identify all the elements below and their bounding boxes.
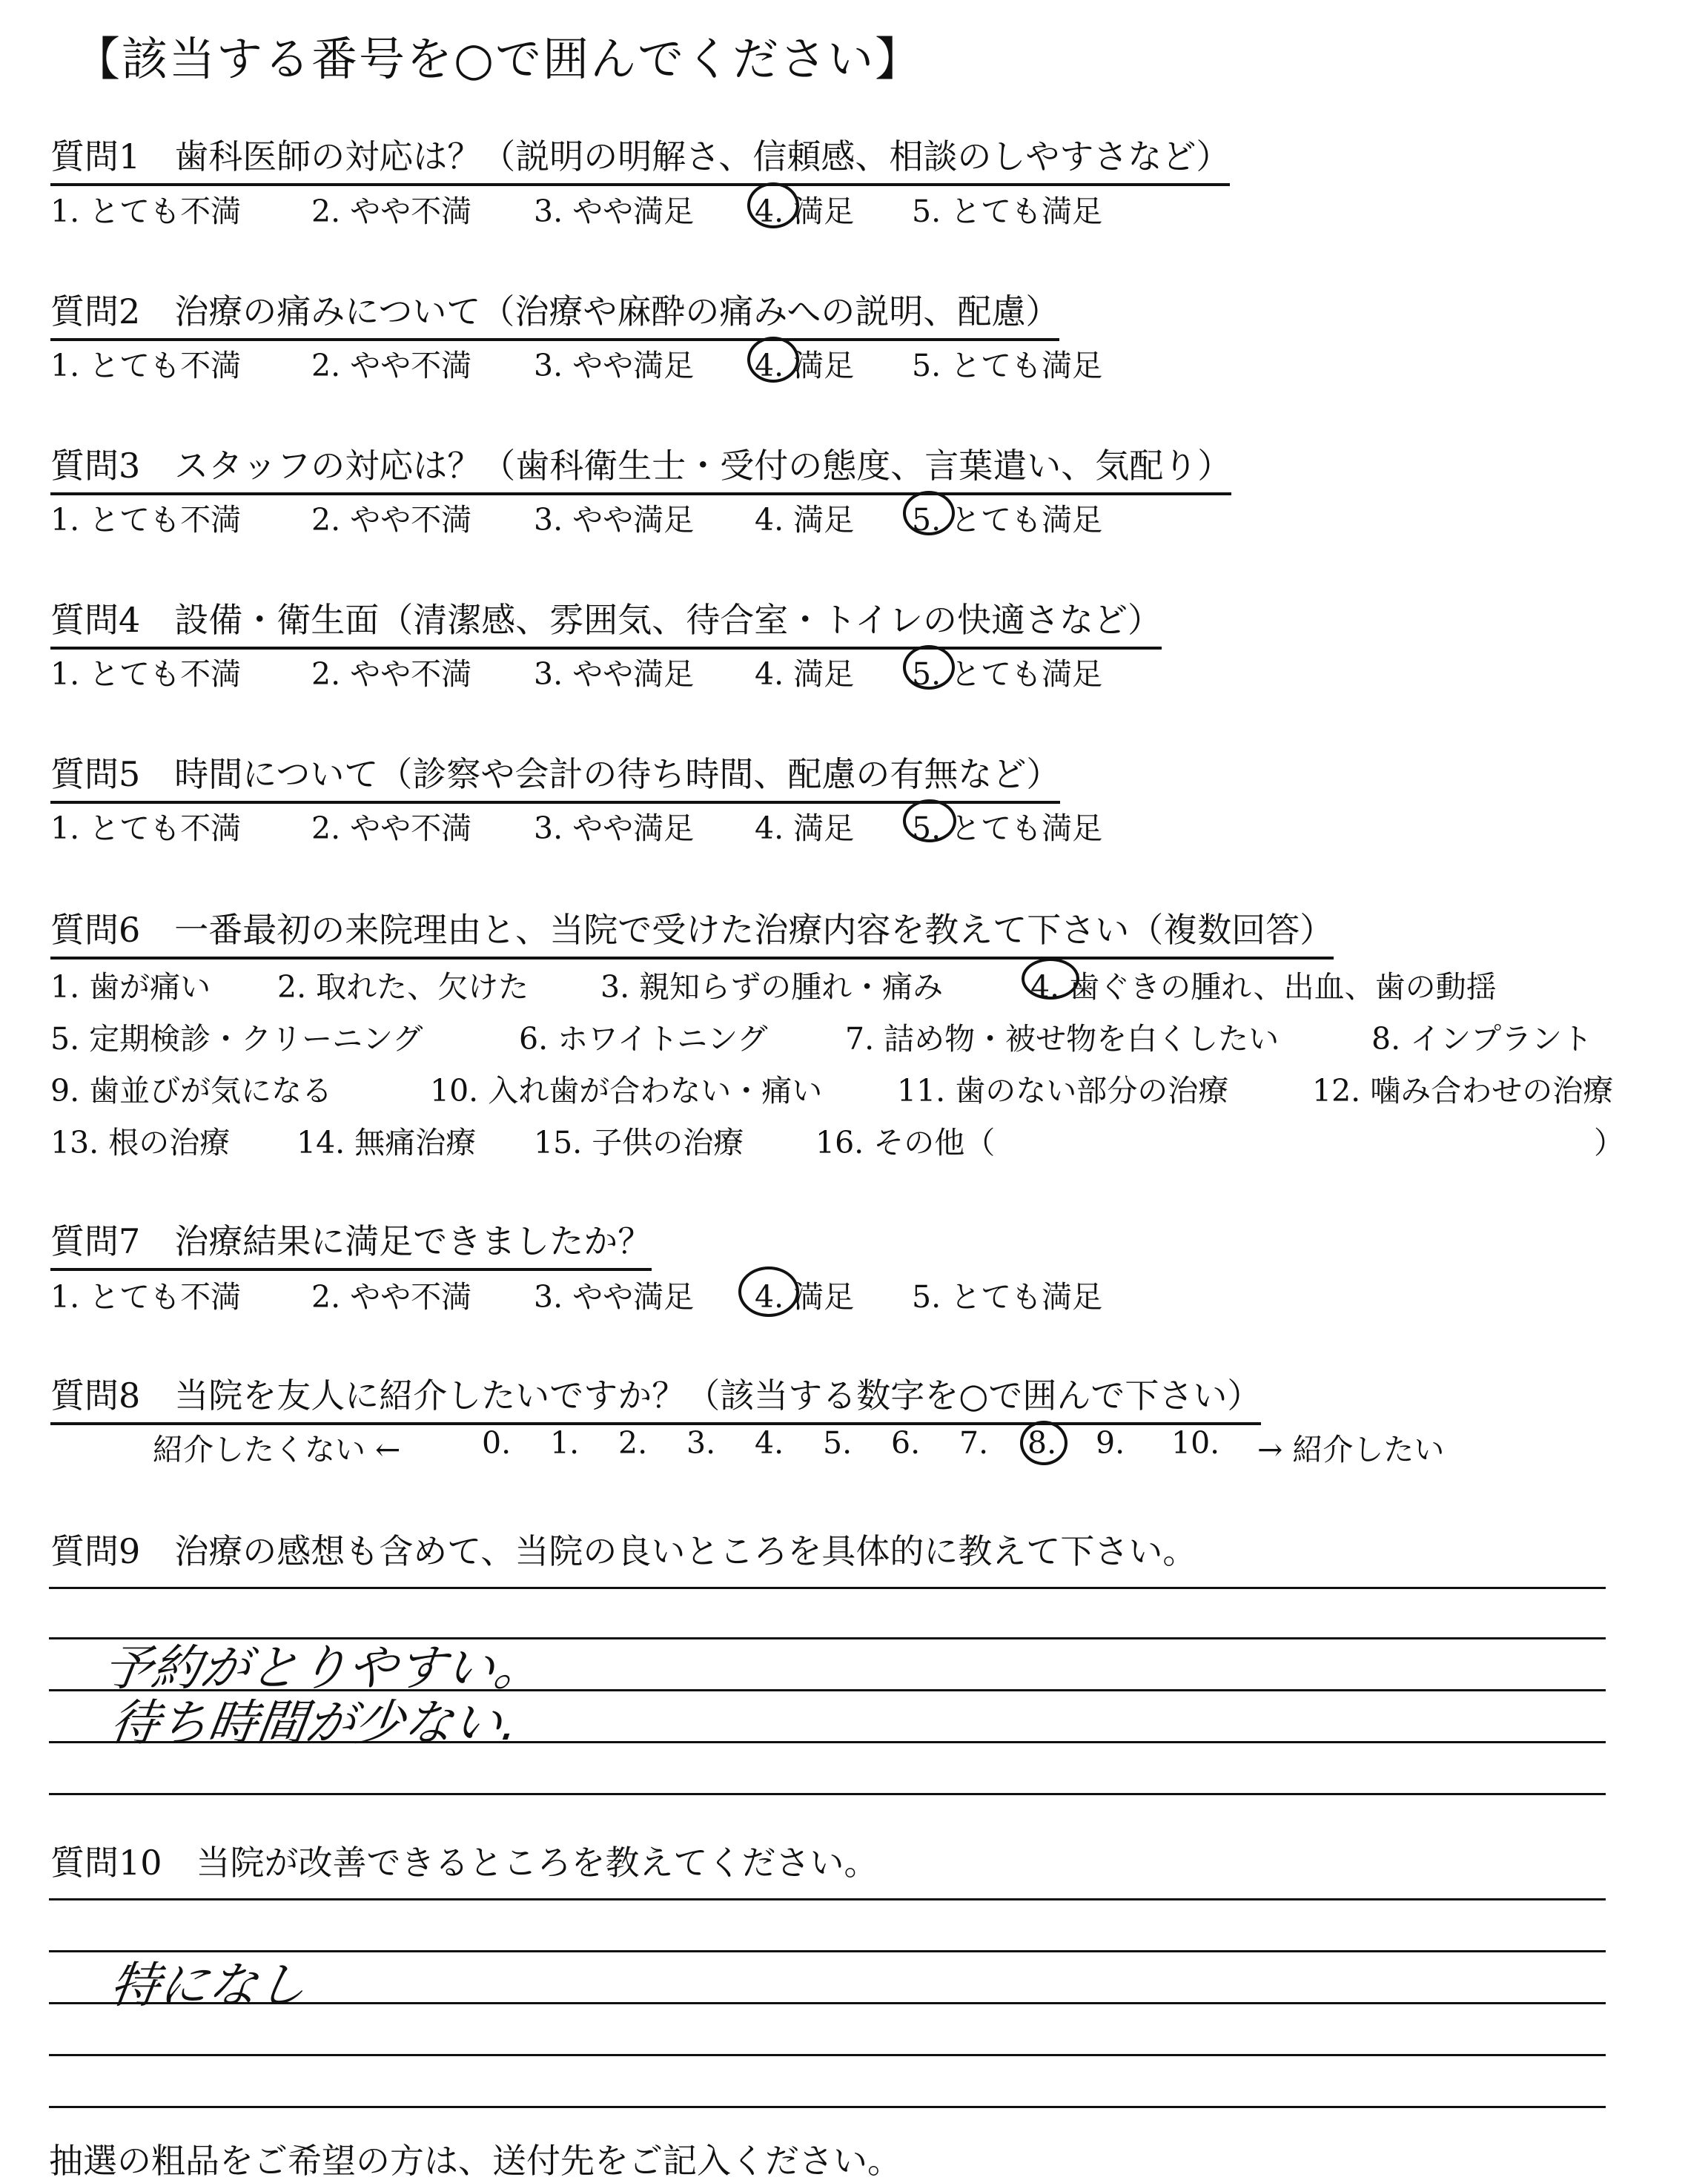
q8-scale-left-label: 紹介したくない ← <box>153 1432 401 1467</box>
question-4-title: 質問4 設備・衛生面（清潔感、雰囲気、待合室・トイレの快適さなど） <box>50 593 1162 650</box>
q5-option-4[interactable]: 4. 満足 <box>755 810 855 846</box>
q4-option-1[interactable]: 1. とても不満 <box>50 656 242 692</box>
q2-option-3[interactable]: 3. やや満足 <box>534 348 695 383</box>
q6-option-12[interactable]: 12. 噛み合わせの治療 <box>1312 1073 1614 1109</box>
q6-option-13[interactable]: 13. 根の治療 <box>50 1125 231 1160</box>
q5-option-3[interactable]: 3. やや満足 <box>534 810 695 846</box>
q3-option-4[interactable]: 4. 満足 <box>755 502 855 538</box>
question-5-title: 質問5 時間について（診察や会計の待ち時間、配慮の有無など） <box>50 747 1060 804</box>
q6-option-6[interactable]: 6. ホワイトニング <box>519 1021 768 1057</box>
q1-option-1[interactable]: 1. とても不満 <box>50 194 242 229</box>
q9-answer-line-5 <box>49 1793 1606 1795</box>
q6-selection-circle <box>1022 958 1079 1000</box>
q1-selection-circle <box>747 182 799 228</box>
q4-option-2[interactable]: 2. やや不満 <box>311 656 472 692</box>
q6-option-8[interactable]: 8. インプラント <box>1371 1021 1593 1057</box>
q1-option-5[interactable]: 5. とても満足 <box>912 194 1103 229</box>
q8-scale-1[interactable]: 1. <box>550 1425 580 1461</box>
q8-scale-0[interactable]: 0. <box>482 1425 512 1461</box>
q6-option-2[interactable]: 2. 取れた、欠けた <box>277 969 529 1005</box>
q6-option-10[interactable]: 10. 入れ歯が合わない・痛い <box>430 1073 823 1109</box>
q9-answer-line-1 <box>49 1587 1606 1589</box>
question-8-title: 質問8 当院を友人に紹介したいですか？（該当する数字を○で囲んで下さい） <box>50 1369 1261 1425</box>
q6-option-14[interactable]: 14. 無痛治療 <box>297 1125 477 1160</box>
q1-option-3[interactable]: 3. やや満足 <box>534 194 695 229</box>
q6-option-4[interactable]: 4. 歯ぐきの腫れ、出血、歯の動揺 <box>1030 969 1497 1005</box>
q7-option-4[interactable]: 4. 満足 <box>755 1279 855 1315</box>
q3-option-5[interactable]: 5. とても満足 <box>912 502 1103 538</box>
q1-option-2[interactable]: 2. やや不満 <box>311 194 472 229</box>
q10-answer-line-4 <box>49 2054 1606 2056</box>
q7-selection-circle <box>738 1266 799 1317</box>
question-9-title: 質問9 治療の感想も含めて、当院の良いところを具体的に教えて下さい。 <box>50 1531 1197 1571</box>
q3-option-3[interactable]: 3. やや満足 <box>534 502 695 538</box>
q7-option-3[interactable]: 3. やや満足 <box>534 1279 695 1315</box>
q5-option-1[interactable]: 1. とても不満 <box>50 810 242 846</box>
q9-handwritten-answer-2: 待ち時間が少ない. <box>106 1694 522 1751</box>
q10-handwritten-answer: 特になし <box>106 1957 311 2014</box>
q6-option-16[interactable]: 16. その他（ <box>815 1125 996 1160</box>
q8-scale-2[interactable]: 2. <box>618 1425 648 1461</box>
q8-scale-10[interactable]: 10. <box>1171 1425 1220 1461</box>
q6-option-11[interactable]: 11. 歯のない部分の治療 <box>897 1073 1229 1109</box>
q4-option-4[interactable]: 4. 満足 <box>755 656 855 692</box>
q8-scale-4[interactable]: 4. <box>755 1425 784 1461</box>
question-6-title: 質問6 一番最初の来院理由と、当院で受けた治療内容を教えて下さい（複数回答） <box>50 903 1334 960</box>
q5-option-5[interactable]: 5. とても満足 <box>912 810 1103 846</box>
q7-option-1[interactable]: 1. とても不満 <box>50 1279 242 1315</box>
q3-selection-circle <box>903 491 955 535</box>
q8-scale-7[interactable]: 7. <box>959 1425 989 1461</box>
q8-scale-8[interactable]: 8. <box>1027 1425 1057 1461</box>
q3-option-1[interactable]: 1. とても不満 <box>50 502 242 538</box>
q4-option-5[interactable]: 5. とても満足 <box>912 656 1103 692</box>
q1-option-4[interactable]: 4. 満足 <box>755 194 855 229</box>
q6-option-3[interactable]: 3. 親知らずの腫れ・痛み <box>600 969 944 1005</box>
question-1-title: 質問1 歯科医師の対応は？（説明の明解さ、信頼感、相談のしやすさなど） <box>50 130 1230 186</box>
q8-scale-9[interactable]: 9. <box>1096 1425 1125 1461</box>
q9-handwritten-answer-1: 予約がとりやすい。 <box>99 1639 548 1697</box>
q6-option-5[interactable]: 5. 定期検診・クリーニング <box>50 1021 423 1057</box>
q8-selection-circle <box>1020 1421 1068 1465</box>
q8-scale-5[interactable]: 5. <box>823 1425 853 1461</box>
q5-option-2[interactable]: 2. やや不満 <box>311 810 472 846</box>
instruction-heading: 【該当する番号を○で囲んでください】 <box>74 32 923 86</box>
question-10-title: 質問10 当院が改善できるところを教えてください。 <box>50 1843 878 1883</box>
footer-note: 抽選の粗品をご希望の方は、送付先をご記入ください。 <box>49 2141 901 2181</box>
q5-selection-circle <box>903 799 956 842</box>
q10-answer-line-5 <box>49 2106 1606 2108</box>
q2-option-5[interactable]: 5. とても満足 <box>912 348 1103 383</box>
q6-other-close-paren: ） <box>1594 1125 1624 1160</box>
q2-option-4[interactable]: 4. 満足 <box>755 348 855 383</box>
q10-answer-line-1 <box>49 1898 1606 1900</box>
q2-option-2[interactable]: 2. やや不満 <box>311 348 472 383</box>
q7-option-2[interactable]: 2. やや不満 <box>311 1279 472 1315</box>
q3-option-2[interactable]: 2. やや不満 <box>311 502 472 538</box>
q8-scale-6[interactable]: 6. <box>891 1425 921 1461</box>
q4-option-3[interactable]: 3. やや満足 <box>534 656 695 692</box>
q2-option-1[interactable]: 1. とても不満 <box>50 348 242 383</box>
q7-option-5[interactable]: 5. とても満足 <box>912 1279 1103 1315</box>
q6-option-1[interactable]: 1. 歯が痛い <box>50 969 211 1005</box>
question-2-title: 質問2 治療の痛みについて（治療や麻酔の痛みへの説明、配慮） <box>50 285 1059 341</box>
q6-option-15[interactable]: 15. 子供の治療 <box>534 1125 744 1160</box>
q6-option-7[interactable]: 7. 詰め物・被せ物を白くしたい <box>845 1021 1280 1057</box>
q8-scale-right-label: → 紹介したい <box>1257 1432 1445 1467</box>
q8-scale-3[interactable]: 3. <box>686 1425 716 1461</box>
q4-selection-circle <box>903 645 955 690</box>
q2-selection-circle <box>747 337 799 383</box>
q6-option-9[interactable]: 9. 歯並びが気になる <box>50 1073 333 1109</box>
question-3-title: 質問3 スタッフの対応は？（歯科衛生士・受付の態度、言葉遣い、気配り） <box>50 439 1231 495</box>
question-7-title: 質問7 治療結果に満足できましたか？ <box>50 1215 652 1271</box>
